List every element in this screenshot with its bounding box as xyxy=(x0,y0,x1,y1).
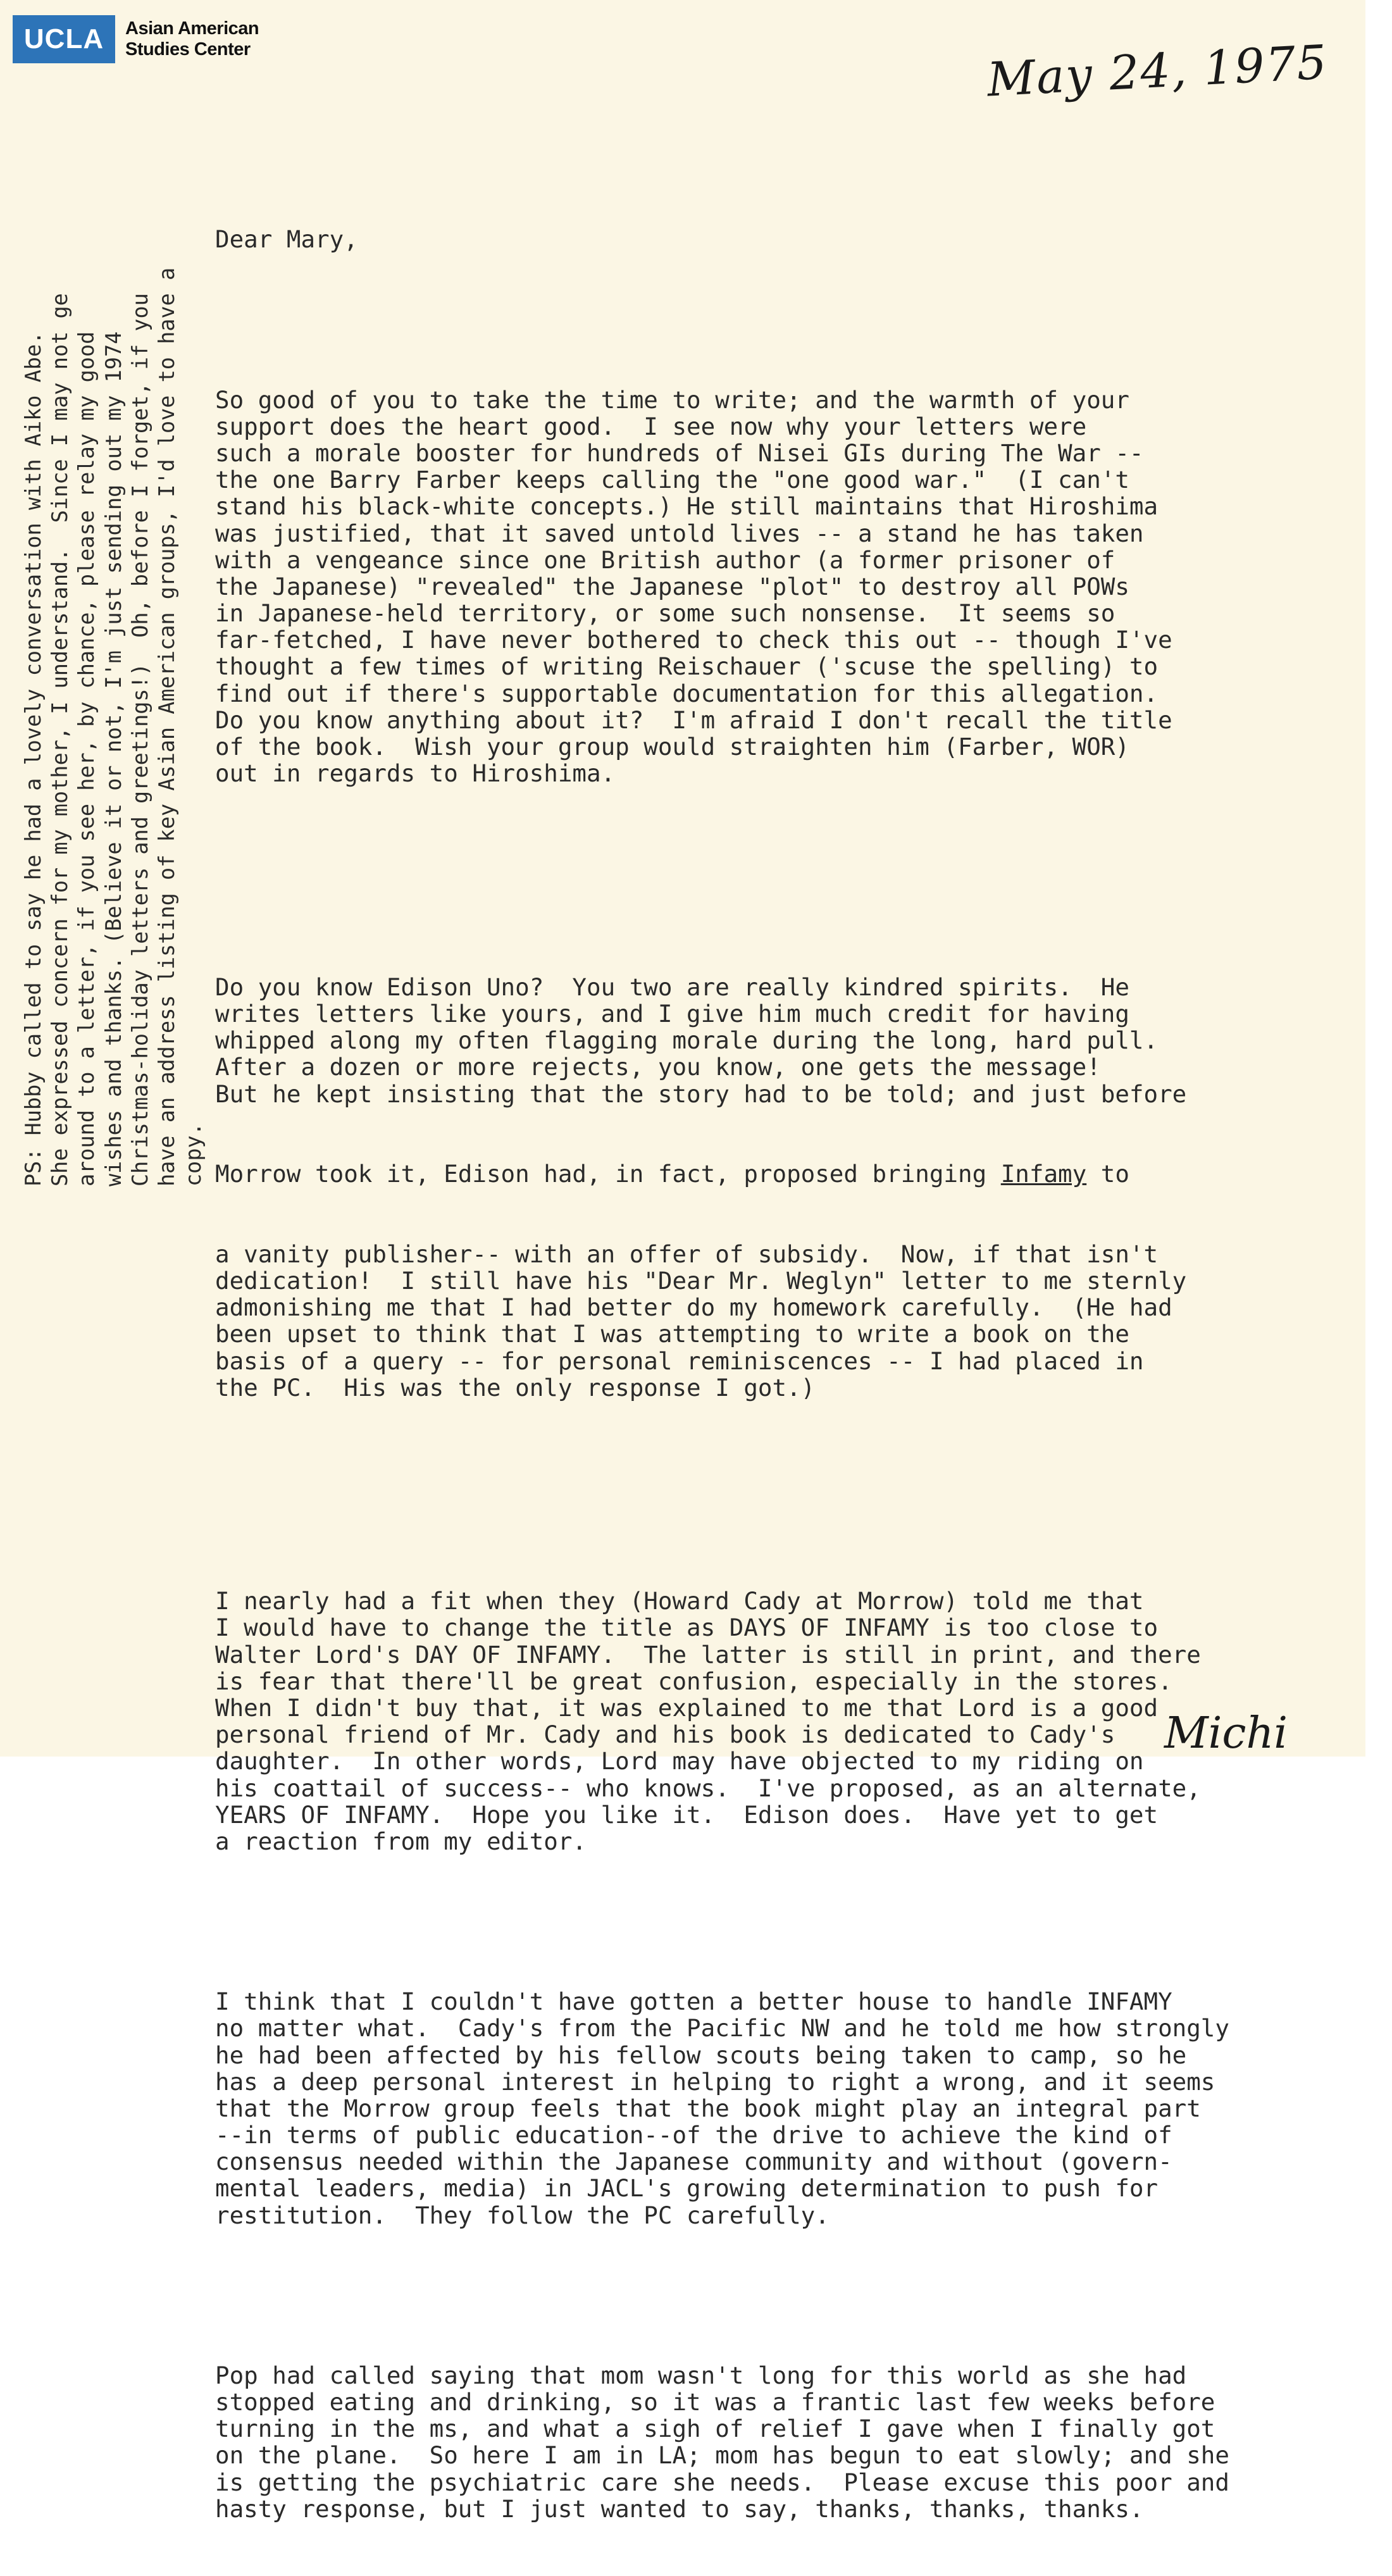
salutation: Dear Mary, xyxy=(215,225,358,254)
text-line: of the book. Wish your group would straighten him (Farber, WOR) xyxy=(215,733,1129,761)
text-line: have an address listing of key Asian American groups, I'd love to have a xyxy=(154,267,179,1186)
infamy-line-pre: Morrow took it, Edison had, in fact, proposed bringing xyxy=(215,1160,1001,1188)
text-line: such a morale booster for hundreds of Nisei GIs during The War -- xyxy=(215,439,1144,467)
postscript-margin-note xyxy=(20,47,235,1186)
text-line: out in regards to Hiroshima. xyxy=(215,759,616,788)
text-line: has a deep personal interest in helping to right a wrong, and it seems xyxy=(215,2067,1215,2096)
paragraph-4 xyxy=(215,1988,1367,2229)
text-line: support does the heart good. I see now why your letters were xyxy=(215,412,1087,440)
text-line: a vanity publisher-- with an offer of subsidy. Now, if that isn't xyxy=(215,1240,1159,1268)
text-line: is getting the psychiatric care she needs. Please excuse this poor and xyxy=(215,2468,1229,2496)
paragraph-1 xyxy=(215,387,1367,787)
text-line: She expressed concern for my mother, I understand. Since I may not ge xyxy=(47,293,73,1186)
text-line: restitution. They follow the PC carefully. xyxy=(215,2201,830,2229)
handwritten-date: May 24, 1975 xyxy=(986,35,1329,108)
text-line: he had been affected by his fellow scouts being taken to camp, so he xyxy=(215,2041,1187,2069)
text-line: on the plane. So here I am in LA; mom has begun to eat slowly; and she xyxy=(215,2441,1229,2470)
text-line: personal friend of Mr. Cady and his book is dedicated to Cady's xyxy=(215,1720,1115,1749)
text-line: the one Barry Farber keeps calling the "one good war." (I can't xyxy=(215,466,1129,494)
text-line: Pop had called saying that mom wasn't long for this world as she had xyxy=(215,2361,1187,2389)
paper-edge-right xyxy=(1365,0,1392,1770)
text-line: consensus needed within the Japanese community and without (govern- xyxy=(215,2148,1172,2176)
text-line: whipped along my often flagging morale during the long, hard pull. xyxy=(215,1026,1159,1055)
paragraph-2-infamy-line xyxy=(215,1160,1367,1187)
text-line: with a vengeance since one British author (a former prisoner of xyxy=(215,545,1115,574)
text-line: thought a few times of writing Reischauer ('scuse the spelling) to xyxy=(215,652,1159,681)
infamy-underlined-word: Infamy xyxy=(1000,1160,1087,1188)
text-line: hasty response, but I just wanted to say, thanks, thanks, thanks. xyxy=(215,2494,1144,2523)
text-line: But he kept insisting that the story had to be told; and just before xyxy=(215,1080,1187,1108)
paragraph-gap xyxy=(215,2282,1367,2308)
logo-line-1: Asian American xyxy=(125,18,259,39)
text-line: around to a letter, if you see her, by chance, please relay my good xyxy=(74,331,99,1186)
text-line: dedication! I still have his "Dear Mr. Weglyn" letter to me sternly xyxy=(215,1266,1187,1295)
text-line: PS: Hubby called to say he had a lovely conversation with Aiko Abe. xyxy=(21,331,46,1186)
text-line: stopped eating and drinking, so it was a frantic last few weeks before xyxy=(215,2388,1215,2417)
text-line: no matter what. Cady's from the Pacific NW and he told me how strongly xyxy=(215,2014,1229,2043)
paragraph-gap xyxy=(215,1508,1367,1534)
handwritten-signature: Michi xyxy=(1164,1708,1288,1758)
text-line: daughter. In other words, Lord may have objected to my riding on xyxy=(215,1747,1144,1776)
letter-body xyxy=(215,173,1367,2575)
text-line: the PC. His was the only response I got.) xyxy=(215,1373,816,1402)
text-line: in Japanese-held territory, or some such nonsense. It seems so xyxy=(215,599,1115,628)
text-line: mental leaders, media) in JACL's growing determination to push for xyxy=(215,2174,1159,2203)
text-line: is fear that there'll be great confusion, especially in the stores. xyxy=(215,1667,1172,1695)
paragraph-gap xyxy=(215,1908,1367,1935)
text-line: copy. xyxy=(181,1123,206,1186)
text-line: writes letters like yours, and I give him much credit for having xyxy=(215,1000,1129,1028)
text-line: that the Morrow group feels that the book might play an integral part xyxy=(215,2094,1201,2122)
text-line: So good of you to take the time to write; and the warmth of your xyxy=(215,385,1129,414)
paragraph-2 xyxy=(215,920,1367,1454)
text-line: far-fetched, I have never bothered to check this out -- though I've xyxy=(215,626,1172,654)
text-line: After a dozen or more rejects, you know, one gets the message! xyxy=(215,1053,1101,1081)
text-line: stand his black-white concepts.) He still maintains that Hiroshima xyxy=(215,492,1159,521)
text-line: turning in the ms, and what a sigh of relief I gave when I finally got xyxy=(215,2415,1215,2443)
text-line: I nearly had a fit when they (Howard Cady at Morrow) told me that xyxy=(215,1587,1144,1615)
infamy-line-post: to xyxy=(1086,1160,1129,1188)
paragraph-5 xyxy=(215,2362,1367,2522)
text-line: his coattail of success-- who knows. I've proposed, as an alternate, xyxy=(215,1774,1201,1802)
text-line: basis of a query -- for personal reminiscences -- I had placed in xyxy=(215,1347,1144,1375)
text-line: wishes and thanks. (Believe it or not, I'm just sending out my 1974 xyxy=(101,331,126,1186)
text-line: Walter Lord's DAY OF INFAMY. The latter is still in print, and there xyxy=(215,1640,1201,1669)
text-line: Do you know Edison Uno? You two are really kindred spirits. He xyxy=(215,973,1129,1001)
text-line: Christmas-holiday letters and greetings!) Oh, before I forget, if you xyxy=(127,293,152,1186)
logo-line-2: Studies Center xyxy=(125,39,251,59)
text-line: admonishing me that I had better do my homework carefully. (He had xyxy=(215,1293,1172,1322)
text-line: When I didn't buy that, it was explained to me that Lord is a good xyxy=(215,1694,1159,1722)
text-line: Do you know anything about it? I'm afraid I don't recall the title xyxy=(215,706,1172,734)
text-line: I think that I couldn't have gotten a better house to handle INFAMY xyxy=(215,1988,1172,2016)
text-line: was justified, that it saved untold lives -- a stand he has taken xyxy=(215,519,1144,547)
text-line: YEARS OF INFAMY. Hope you like it. Edison does. Have yet to get xyxy=(215,1800,1159,1829)
text-line: --in terms of public education--of the drive to achieve the kind of xyxy=(215,2121,1172,2150)
paragraph-2-lines-b xyxy=(215,1241,1367,1401)
text-line: the Japanese) "revealed" the Japanese "plot" to destroy all POWs xyxy=(215,572,1129,600)
paragraph-2-lines-a xyxy=(215,974,1367,1107)
ucla-logo-mark: UCLA xyxy=(13,15,115,63)
paragraph-gap xyxy=(215,306,1367,333)
text-line: I would have to change the title as DAYS OF INFAMY is too close to xyxy=(215,1614,1159,1642)
text-line: a reaction from my editor. xyxy=(215,1827,587,1855)
paragraph-gap xyxy=(215,840,1367,867)
text-line: been upset to think that I was attempting to write a book on the xyxy=(215,1320,1129,1348)
text-line: find out if there's supportable documentation for this allegation. xyxy=(215,679,1159,707)
